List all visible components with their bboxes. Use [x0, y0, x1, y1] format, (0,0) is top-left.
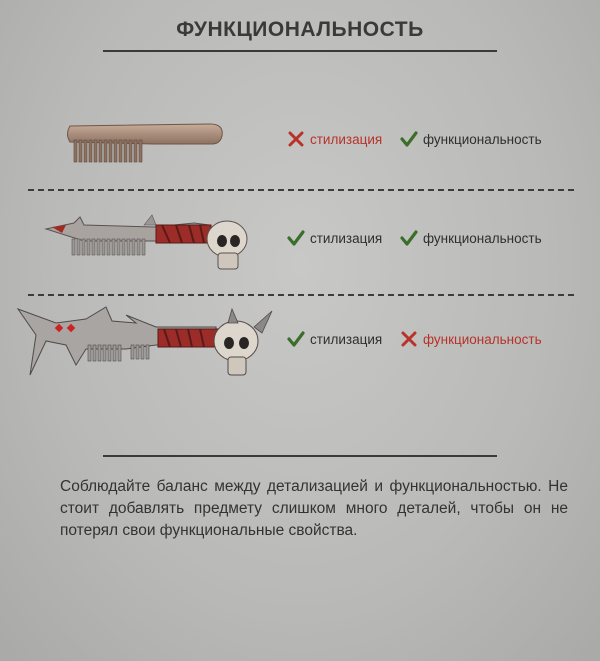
- functionality-label: функциональность: [422, 131, 542, 147]
- stylization-label: стилизация: [310, 331, 383, 347]
- check-icon: [287, 330, 305, 348]
- check-icon: [400, 229, 418, 247]
- stylization-label: стилизация: [310, 131, 383, 147]
- stylization-label: стилизация: [310, 230, 383, 246]
- description-text: Соблюдайте баланс между детализацией и функциональностью. Не стоит добавлять предмету слишком много деталей, чтобы он не потерял свои функциональные свойства.: [60, 478, 568, 539]
- cross-icon: [400, 330, 418, 348]
- row3-stylization: [287, 330, 382, 348]
- row2-labels: [287, 229, 542, 250]
- divider: [28, 294, 574, 296]
- skull-comb-image: [44, 213, 254, 275]
- row1-functionality: [400, 130, 542, 148]
- row3-labels: [287, 330, 542, 351]
- row-skull-comb: [0, 205, 600, 280]
- row2-functionality: [400, 229, 542, 247]
- spiked-skull-comb-image: [16, 305, 276, 385]
- cross-icon: [287, 130, 305, 148]
- plain-comb-image: [62, 122, 227, 170]
- page-title: ФУНКЦИОНАЛЬНОСТЬ: [176, 18, 424, 41]
- title-underline: [103, 50, 497, 52]
- row1-labels: [287, 130, 542, 151]
- functionality-label: функциональность: [422, 230, 542, 246]
- check-icon: [400, 130, 418, 148]
- row3-functionality: [400, 330, 542, 348]
- row-spiked-skull-comb: [0, 300, 600, 390]
- row-plain-comb: [0, 110, 600, 170]
- check-icon: [287, 229, 305, 247]
- functionality-label: функциональность: [422, 331, 542, 347]
- row1-stylization: [287, 130, 382, 148]
- row2-stylization: [287, 229, 382, 247]
- divider: [28, 189, 574, 191]
- bottom-rule: [103, 455, 497, 457]
